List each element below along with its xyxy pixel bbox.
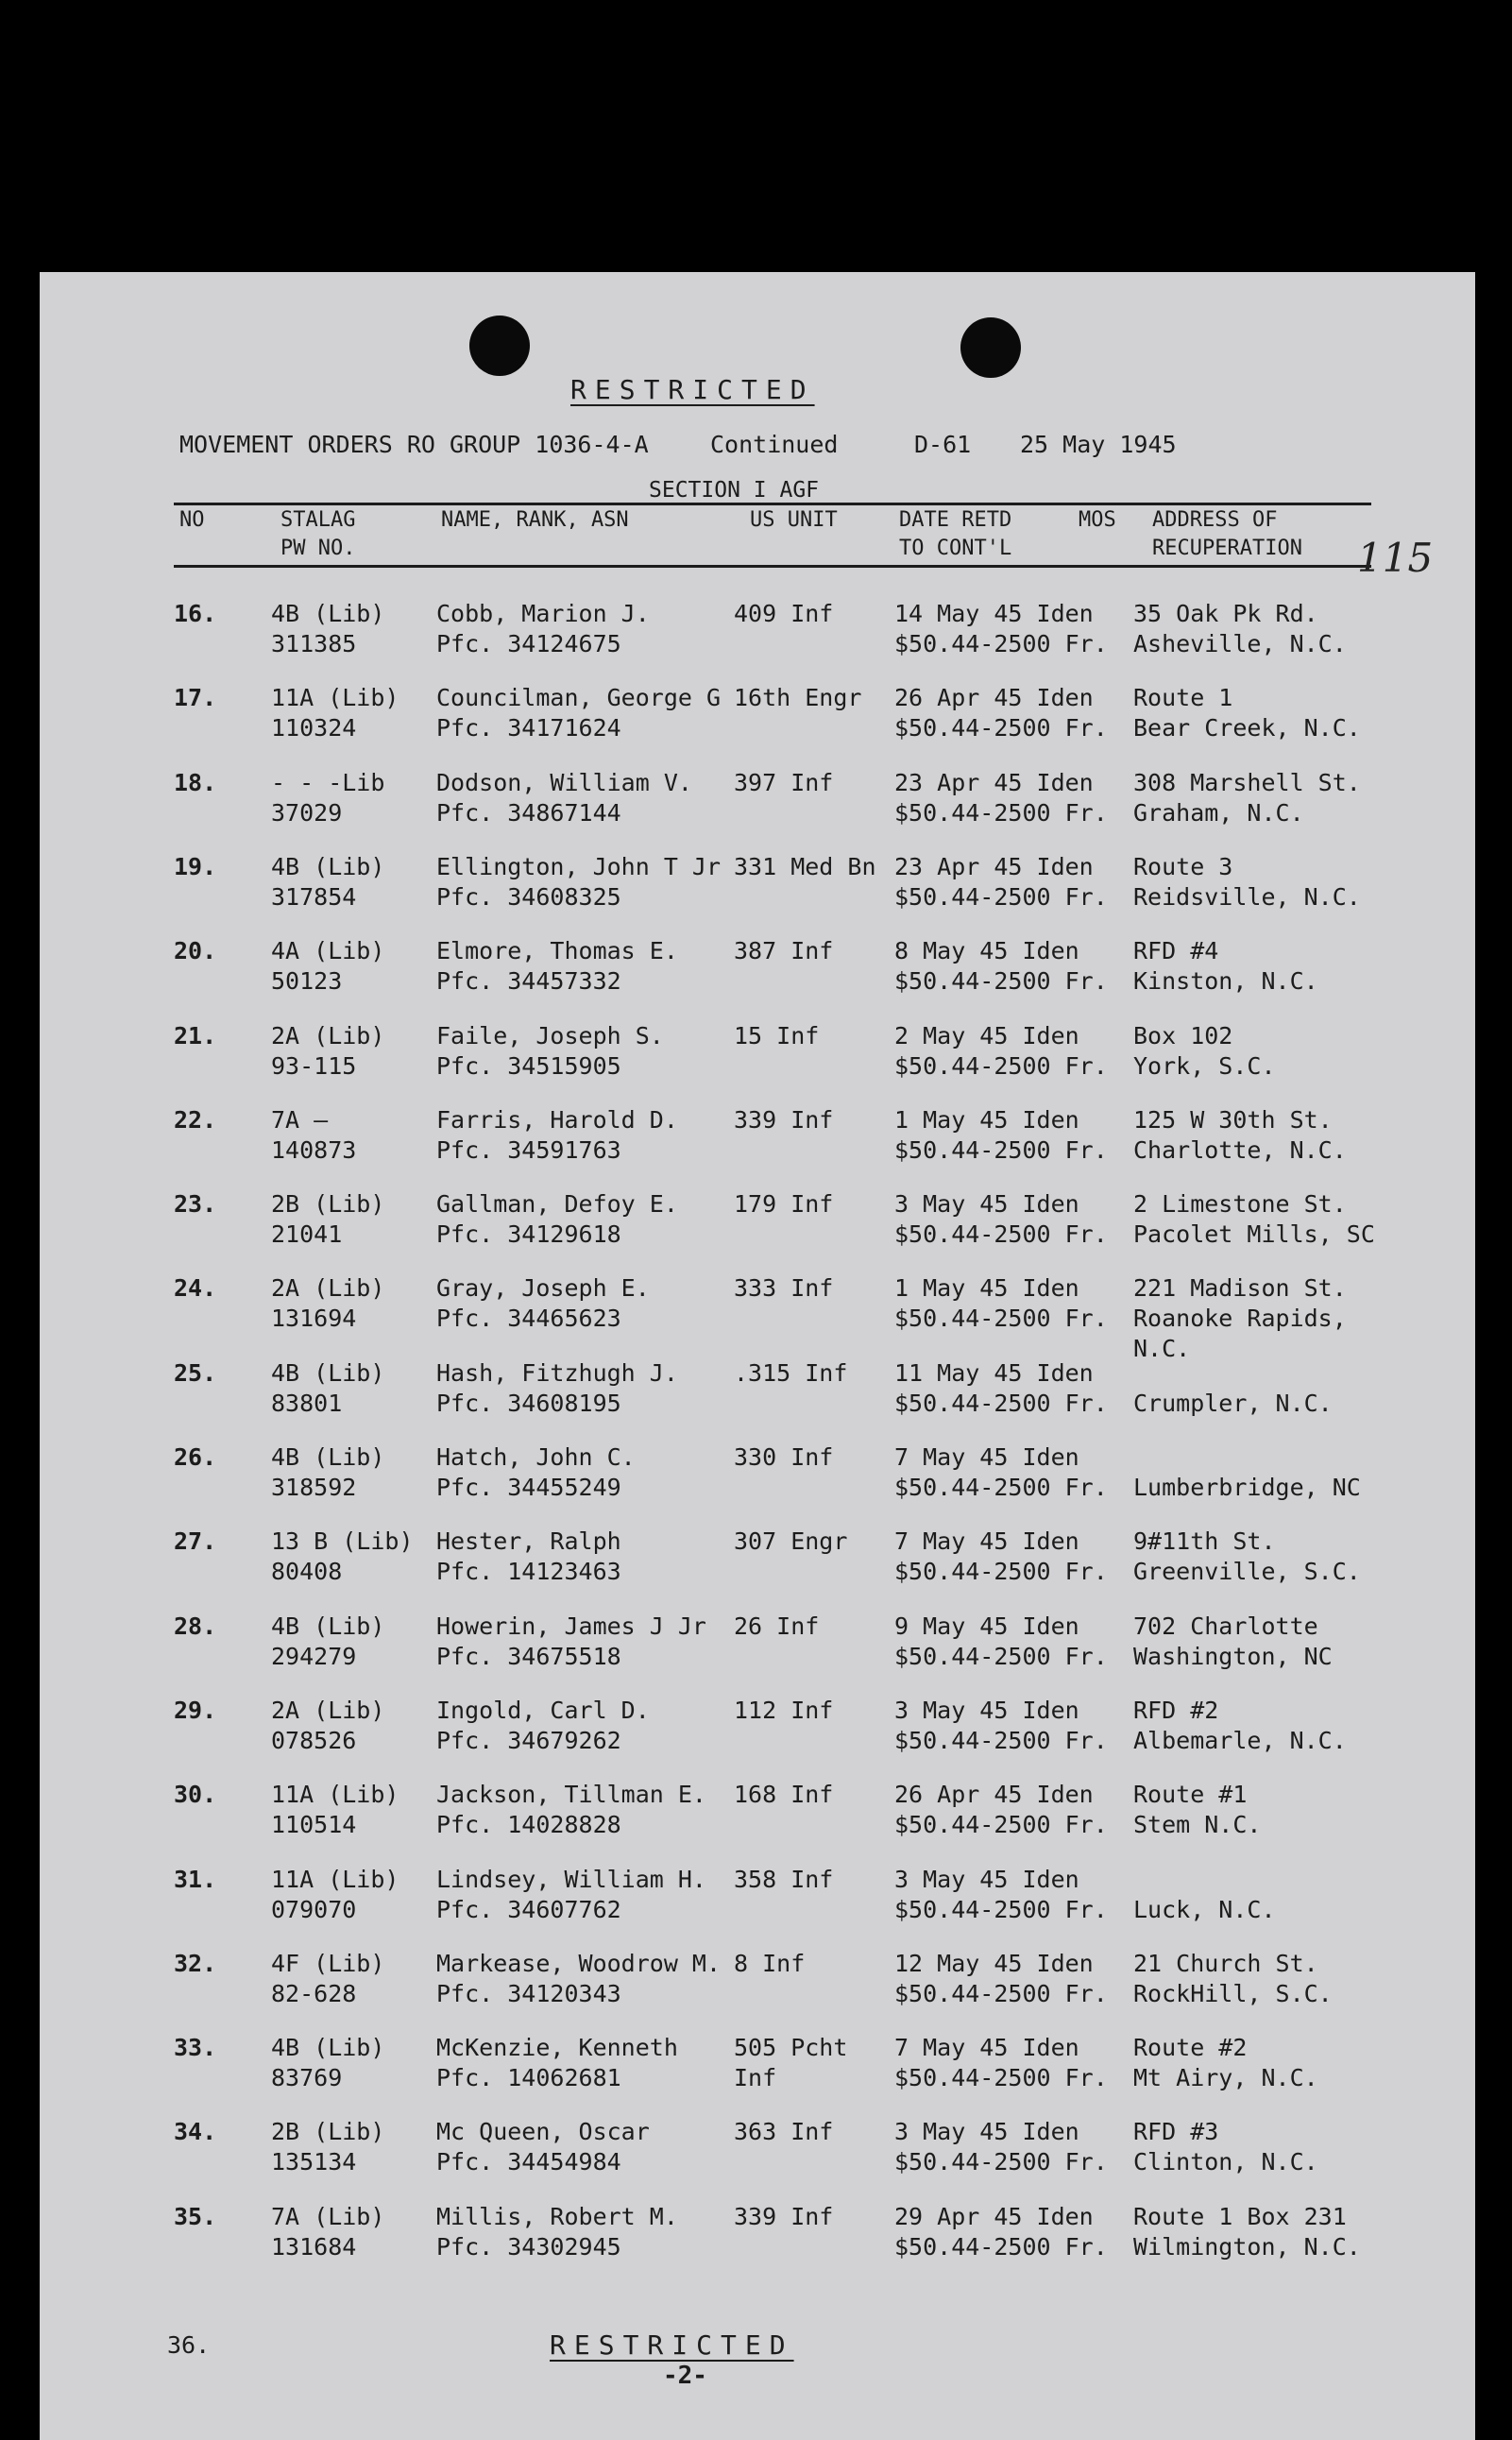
col-address-line2: RECUPERATION <box>1152 537 1302 560</box>
address-line2: Wilmington, N.C. <box>1133 2233 1361 2261</box>
address-line1: 21 Church St. <box>1133 1950 1318 1977</box>
entry-number: 29. <box>174 1697 217 1724</box>
entry-number: 23. <box>174 1190 217 1218</box>
address-line1: 9#11th St. <box>1133 1527 1276 1555</box>
address-line2: Graham, N.C. <box>1133 799 1304 827</box>
us-unit: 330 Inf <box>734 1443 834 1471</box>
pw-number: 50123 <box>271 967 343 995</box>
pw-number: 317854 <box>271 883 357 911</box>
address-line1: RFD #3 <box>1133 2118 1219 2145</box>
us-unit: 26 Inf <box>734 1612 820 1640</box>
date-returned: 1 May 45 Iden <box>894 1274 1079 1302</box>
name: Councilman, George G <box>436 684 722 711</box>
pay-amount: $50.44-2500 Fr. <box>894 1390 1108 1417</box>
continued-label: Continued <box>710 431 839 458</box>
entry-number: 19. <box>174 853 217 880</box>
rank-asn: Pfc. 34465623 <box>436 1305 621 1332</box>
rank-asn: Pfc. 34124675 <box>436 630 621 657</box>
name: Dodson, William V. <box>436 769 692 796</box>
address-line2: York, S.C. <box>1133 1052 1276 1080</box>
address-line1: Route 3 <box>1133 853 1233 880</box>
rank-asn: Pfc. 14028828 <box>436 1811 621 1838</box>
pw-number: 83769 <box>271 2064 343 2091</box>
col-name: NAME, RANK, ASN <box>441 508 629 532</box>
date-returned: 7 May 45 Iden <box>894 1443 1079 1471</box>
pw-number: 37029 <box>271 799 343 827</box>
address-line1: Box 102 <box>1133 1022 1233 1049</box>
date-returned: 3 May 45 Iden <box>894 1190 1079 1218</box>
pay-amount: $50.44-2500 Fr. <box>894 1136 1108 1164</box>
pay-amount: $50.44-2500 Fr. <box>894 799 1108 827</box>
date-returned: 8 May 45 Iden <box>894 937 1079 964</box>
address-line1: Route #1 <box>1133 1781 1248 1808</box>
name: Gallman, Defoy E. <box>436 1190 678 1218</box>
name: Markease, Woodrow M. <box>436 1950 722 1977</box>
address-line2: Asheville, N.C. <box>1133 630 1347 657</box>
name: Faile, Joseph S. <box>436 1022 664 1049</box>
us-unit: 505 Pcht <box>734 2034 848 2061</box>
us-unit: 387 Inf <box>734 937 834 964</box>
rank-asn: Pfc. 34591763 <box>436 1136 621 1164</box>
address-line2: Bear Creek, N.C. <box>1133 714 1361 742</box>
address-line2: Kinston, N.C. <box>1133 967 1318 995</box>
stalag: 4B (Lib) <box>271 853 385 880</box>
section-title: SECTION I AGF <box>649 478 820 503</box>
name: Howerin, James J Jr <box>436 1612 706 1640</box>
address-line2: RockHill, S.C. <box>1133 1980 1333 2007</box>
date-returned: 23 Apr 45 Iden <box>894 853 1094 880</box>
stalag: 4F (Lib) <box>271 1950 385 1977</box>
date-returned: 11 May 45 Iden <box>894 1359 1094 1387</box>
rank-asn: Pfc. 34679262 <box>436 1727 621 1754</box>
rank-asn: Pfc. 14123463 <box>436 1558 621 1585</box>
us-unit: 397 Inf <box>734 769 834 796</box>
col-address <box>1152 506 1302 563</box>
us-unit: 363 Inf <box>734 2118 834 2145</box>
stalag: 4B (Lib) <box>271 600 385 627</box>
address-line2: Greenville, S.C. <box>1133 1558 1361 1585</box>
stalag: 2B (Lib) <box>271 1190 385 1218</box>
entry-number: 24. <box>174 1274 217 1302</box>
entry-number: 25. <box>174 1359 217 1387</box>
rank-asn: Pfc. 14062681 <box>436 2064 621 2091</box>
address-line2: Luck, N.C. <box>1133 1896 1276 1923</box>
entry-number: 21. <box>174 1022 217 1049</box>
col-unit: US UNIT <box>750 508 838 532</box>
address-line2: Washington, NC <box>1133 1643 1333 1670</box>
address-line2: Crumpler, N.C. <box>1133 1390 1333 1417</box>
entry-number: 35. <box>174 2203 217 2230</box>
entry-number: 16. <box>174 600 217 627</box>
stalag: 7A (Lib) <box>271 2203 385 2230</box>
pay-amount: $50.44-2500 Fr. <box>894 883 1108 911</box>
address-line2: Clinton, N.C. <box>1133 2148 1318 2176</box>
rank-asn: Pfc. 34607762 <box>436 1896 621 1923</box>
rank-asn: Pfc. 34675518 <box>436 1643 621 1670</box>
pay-amount: $50.44-2500 Fr. <box>894 714 1108 742</box>
date-returned: 3 May 45 Iden <box>894 1697 1079 1724</box>
stalag: 4A (Lib) <box>271 937 385 964</box>
us-unit: 333 Inf <box>734 1274 834 1302</box>
address-line1: RFD #4 <box>1133 937 1219 964</box>
entry-number: 22. <box>174 1106 217 1134</box>
us-unit: 15 Inf <box>734 1022 820 1049</box>
col-date-line1: DATE RETD <box>899 508 1012 532</box>
pw-number: 21041 <box>271 1220 343 1248</box>
name: Lindsey, William H. <box>436 1866 706 1893</box>
pay-amount: $50.44-2500 Fr. <box>894 630 1108 657</box>
us-unit: 358 Inf <box>734 1866 834 1893</box>
entry-number: 26. <box>174 1443 217 1471</box>
pay-amount: $50.44-2500 Fr. <box>894 2233 1108 2261</box>
pw-number: 318592 <box>271 1474 357 1501</box>
pay-amount: $50.44-2500 Fr. <box>894 1558 1108 1585</box>
name: Cobb, Marion J. <box>436 600 650 627</box>
punch-hole <box>960 317 1021 378</box>
rank-asn: Pfc. 34120343 <box>436 1980 621 2007</box>
pw-number: 82-628 <box>271 1980 357 2007</box>
address-line1: RFD #2 <box>1133 1697 1219 1724</box>
col-stalag <box>280 506 355 563</box>
date-returned: 26 Apr 45 Iden <box>894 684 1094 711</box>
pay-amount: $50.44-2500 Fr. <box>894 1727 1108 1754</box>
pay-amount: $50.44-2500 Fr. <box>894 1811 1108 1838</box>
name: Jackson, Tillman E. <box>436 1781 706 1808</box>
stalag: 7A — <box>271 1106 329 1134</box>
entry-number: 30. <box>174 1781 217 1808</box>
us-unit: 409 Inf <box>734 600 834 627</box>
entry-number: 31. <box>174 1866 217 1893</box>
us-unit: 339 Inf <box>734 2203 834 2230</box>
pw-number: 078526 <box>271 1727 357 1754</box>
us-unit: 8 Inf <box>734 1950 806 1977</box>
col-stalag-line2: PW NO. <box>280 537 356 560</box>
us-unit: 339 Inf <box>734 1106 834 1134</box>
entry-number: 34. <box>174 2118 217 2145</box>
rank-asn: Pfc. 34454984 <box>436 2148 621 2176</box>
punch-hole <box>469 316 530 376</box>
us-unit: 168 Inf <box>734 1781 834 1808</box>
name: Ingold, Carl D. <box>436 1697 650 1724</box>
document-page <box>40 272 1475 2440</box>
date-returned: 7 May 45 Iden <box>894 2034 1079 2061</box>
address-line2: Pacolet Mills, SC <box>1133 1220 1375 1248</box>
footer-entry-number: 36. <box>167 2331 211 2359</box>
pw-number: 311385 <box>271 630 357 657</box>
col-stalag-line1: STALAG <box>280 508 356 532</box>
address-line2: Stem N.C. <box>1133 1811 1262 1838</box>
address-line3: N.C. <box>1133 1335 1191 1362</box>
rank-asn: Pfc. 34302945 <box>436 2233 621 2261</box>
address-line2: Charlotte, N.C. <box>1133 1136 1347 1164</box>
rank-asn: Pfc. 34457332 <box>436 967 621 995</box>
address-line1: 221 Madison St. <box>1133 1274 1347 1302</box>
name: Millis, Robert M. <box>436 2203 678 2230</box>
name: Elmore, Thomas E. <box>436 937 678 964</box>
stalag: 2B (Lib) <box>271 2118 385 2145</box>
rank-asn: Pfc. 34515905 <box>436 1052 621 1080</box>
stalag: 4B (Lib) <box>271 1359 385 1387</box>
pay-amount: $50.44-2500 Fr. <box>894 1305 1108 1332</box>
date-returned: 3 May 45 Iden <box>894 2118 1079 2145</box>
order-date: 25 May 1945 <box>1020 431 1177 458</box>
us-unit-line2: Inf <box>734 2064 777 2091</box>
address-line1: Route #2 <box>1133 2034 1248 2061</box>
name: Hatch, John C. <box>436 1443 636 1471</box>
orders-title: MOVEMENT ORDERS RO GROUP 1036-4-A <box>179 431 649 458</box>
name: Mc Queen, Oscar <box>436 2118 650 2145</box>
date-returned: 7 May 45 Iden <box>894 1527 1079 1555</box>
pay-amount: $50.44-2500 Fr. <box>894 1474 1108 1501</box>
date-returned: 14 May 45 Iden <box>894 600 1094 627</box>
rank-asn: Pfc. 34171624 <box>436 714 621 742</box>
pw-number: 079070 <box>271 1896 357 1923</box>
pay-amount: $50.44-2500 Fr. <box>894 1052 1108 1080</box>
stalag: 4B (Lib) <box>271 2034 385 2061</box>
stalag: - - -Lib <box>271 769 385 796</box>
address-line1: Route 1 <box>1133 684 1233 711</box>
us-unit: 307 Engr <box>734 1527 848 1555</box>
entry-number: 17. <box>174 684 217 711</box>
stalag: 11A (Lib) <box>271 1866 399 1893</box>
date-returned: 12 May 45 Iden <box>894 1950 1094 1977</box>
stalag: 2A (Lib) <box>271 1697 385 1724</box>
handwritten-page-number: 115 <box>1357 535 1434 581</box>
pay-amount: $50.44-2500 Fr. <box>894 2064 1108 2091</box>
date-returned: 2 May 45 Iden <box>894 1022 1079 1049</box>
name: Ellington, John T Jr <box>436 853 722 880</box>
pay-amount: $50.44-2500 Fr. <box>894 1896 1108 1923</box>
address-line2: Albemarle, N.C. <box>1133 1727 1347 1754</box>
stalag: 11A (Lib) <box>271 684 399 711</box>
us-unit: .315 Inf <box>734 1359 848 1387</box>
pw-number: 135134 <box>271 2148 357 2176</box>
col-address-line1: ADDRESS OF <box>1152 508 1278 532</box>
entry-number: 33. <box>174 2034 217 2061</box>
date-returned: 29 Apr 45 Iden <box>894 2203 1094 2230</box>
address-line1: 308 Marshell St. <box>1133 769 1361 796</box>
pw-number: 140873 <box>271 1136 357 1164</box>
date-returned: 3 May 45 Iden <box>894 1866 1079 1893</box>
pw-number: 110324 <box>271 714 357 742</box>
classification-top: RESTRICTED <box>570 374 815 405</box>
stalag: 11A (Lib) <box>271 1781 399 1808</box>
entry-number: 27. <box>174 1527 217 1555</box>
order-number: D-61 <box>914 431 972 458</box>
name: Gray, Joseph E. <box>436 1274 650 1302</box>
pay-amount: $50.44-2500 Fr. <box>894 1980 1108 2007</box>
address-line1: 35 Oak Pk Rd. <box>1133 600 1318 627</box>
col-no: NO <box>179 508 205 532</box>
entry-number: 20. <box>174 937 217 964</box>
pw-number: 131684 <box>271 2233 357 2261</box>
stalag: 2A (Lib) <box>271 1274 385 1302</box>
address-line2: Reidsville, N.C. <box>1133 883 1361 911</box>
stalag: 4B (Lib) <box>271 1612 385 1640</box>
page-footer: -2- <box>663 2362 707 2390</box>
date-returned: 1 May 45 Iden <box>894 1106 1079 1134</box>
name: McKenzie, Kenneth <box>436 2034 678 2061</box>
pw-number: 83801 <box>271 1390 343 1417</box>
pw-number: 80408 <box>271 1558 343 1585</box>
date-returned: 23 Apr 45 Iden <box>894 769 1094 796</box>
pay-amount: $50.44-2500 Fr. <box>894 1220 1108 1248</box>
address-line1: 125 W 30th St. <box>1133 1106 1333 1134</box>
rank-asn: Pfc. 34608325 <box>436 883 621 911</box>
entry-number: 28. <box>174 1612 217 1640</box>
address-line2: Mt Airy, N.C. <box>1133 2064 1318 2091</box>
us-unit: 179 Inf <box>734 1190 834 1218</box>
pw-number: 131694 <box>271 1305 357 1332</box>
pay-amount: $50.44-2500 Fr. <box>894 967 1108 995</box>
name: Hash, Fitzhugh J. <box>436 1359 678 1387</box>
address-line2: Roanoke Rapids, <box>1133 1305 1347 1332</box>
pay-amount: $50.44-2500 Fr. <box>894 2148 1108 2176</box>
date-returned: 26 Apr 45 Iden <box>894 1781 1094 1808</box>
pw-number: 93-115 <box>271 1052 357 1080</box>
header-rule <box>174 503 1371 505</box>
address-line1: Route 1 Box 231 <box>1133 2203 1347 2230</box>
address-line1: 2 Limestone St. <box>1133 1190 1347 1218</box>
rank-asn: Pfc. 34455249 <box>436 1474 621 1501</box>
pw-number: 294279 <box>271 1643 357 1670</box>
entry-number: 32. <box>174 1950 217 1977</box>
pay-amount: $50.44-2500 Fr. <box>894 1643 1108 1670</box>
col-date <box>899 506 1011 563</box>
name: Hester, Ralph <box>436 1527 621 1555</box>
us-unit: 16th Engr <box>734 684 862 711</box>
stalag: 2A (Lib) <box>271 1022 385 1049</box>
name: Farris, Harold D. <box>436 1106 678 1134</box>
rank-asn: Pfc. 34129618 <box>436 1220 621 1248</box>
rank-asn: Pfc. 34867144 <box>436 799 621 827</box>
rank-asn: Pfc. 34608195 <box>436 1390 621 1417</box>
address-line2: Lumberbridge, NC <box>1133 1474 1361 1501</box>
date-returned: 9 May 45 Iden <box>894 1612 1079 1640</box>
stalag: 13 B (Lib) <box>271 1527 414 1555</box>
pw-number: 110514 <box>271 1811 357 1838</box>
column-rule <box>174 565 1371 568</box>
classification-bottom: RESTRICTED <box>550 2329 794 2361</box>
us-unit: 112 Inf <box>734 1697 834 1724</box>
entry-number: 18. <box>174 769 217 796</box>
col-date-line2: TO CONT'L <box>899 537 1012 560</box>
stalag: 4B (Lib) <box>271 1443 385 1471</box>
address-line1: 702 Charlotte <box>1133 1612 1318 1640</box>
col-mos: MOS <box>1079 508 1116 532</box>
us-unit: 331 Med Bn <box>734 853 876 880</box>
